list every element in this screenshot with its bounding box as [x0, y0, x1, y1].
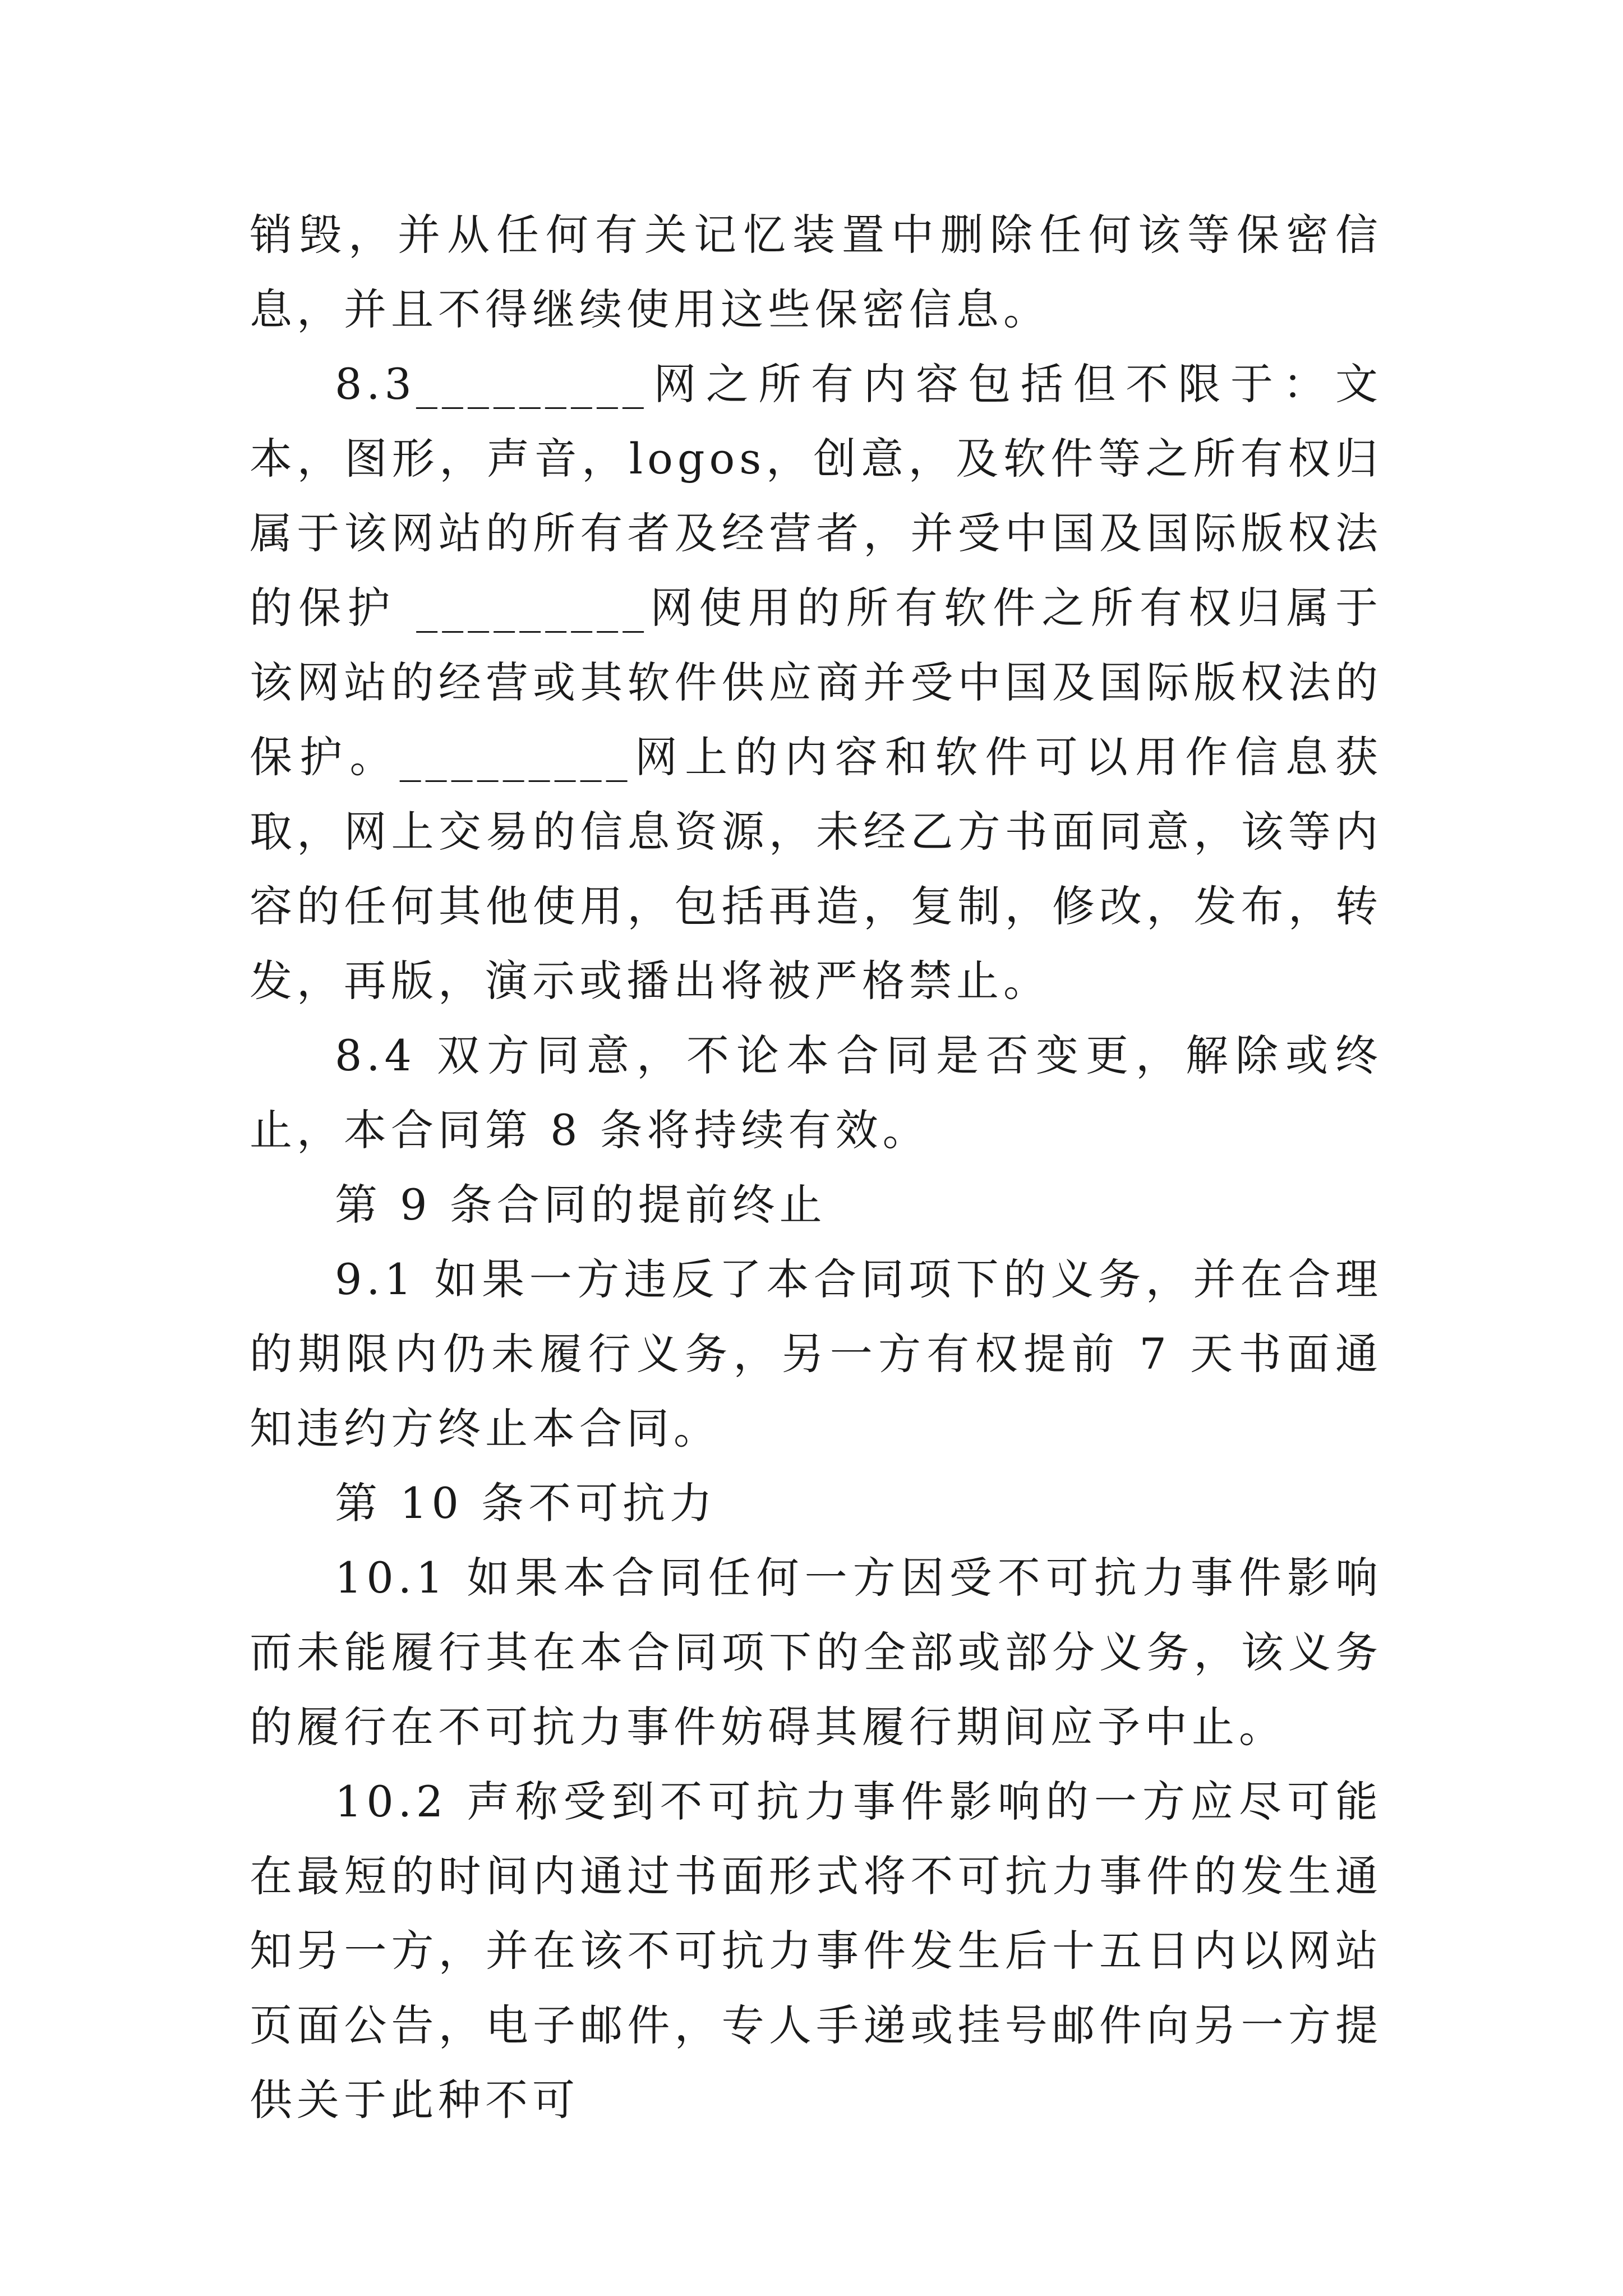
paragraph-confidential-destroy: 销毁，并从任何有关记忆装置中删除任何该等保密信息，并且不得继续使用这些保密信息。 [250, 210, 1382, 334]
heading-article-9: 第 9 条合同的提前终止 [335, 1180, 827, 1230]
paragraph-10-2-notice: 10.2 声称受到不可抗力事件影响的一方应尽可能在最短的时间内通过书面形式将不可抗力事件的发生通知另一方，并在该不可抗力事件发生后十五日内以网站页面公告，电子邮件，专人手递或挂号邮件向另一方提供关于此种不可 [250, 1777, 1382, 2125]
paragraph-10-1-force-majeure: 10.1 如果本合同任何一方因受不可抗力事件影响而未能履行其在本合同项下的全部或部分义务，该义务的履行在不可抗力事件妨碍其履行期间应予中止。 [250, 1553, 1382, 1752]
paragraph-9-1-termination: 9.1 如果一方违反了本合同项下的义务，并在合理的期限内仍未履行义务，另一方有权提前 7 天书面通知违约方终止本合同。 [250, 1254, 1382, 1453]
paragraph-8-3-copyright: 8.3_________网之所有内容包括但不限于：文本，图形，声音，logos，创意，及软件等之所有权归属于该网站的所有者及经营者，并受中国及国际版权法的保护 _________网使用的所有软件之所有权归属于该网站的经营或其软件供应商并受中国及国际版权法的保护。_________网上的内容和软件可以用作信息获取，网上交易的信息资源，未经乙方书面同意，该等内容的任何其他使用，包括再造，复制，修改，发布，转发，再版，演示或播出将被严格禁止。 [250, 359, 1382, 1006]
document-body [250, 197, 1382, 2137]
paragraph-8-4-survival: 8.4 双方同意，不论本合同是否变更，解除或终止，本合同第 8 条将持续有效。 [250, 1030, 1382, 1155]
heading-article-10: 第 10 条不可抗力 [335, 1478, 717, 1528]
